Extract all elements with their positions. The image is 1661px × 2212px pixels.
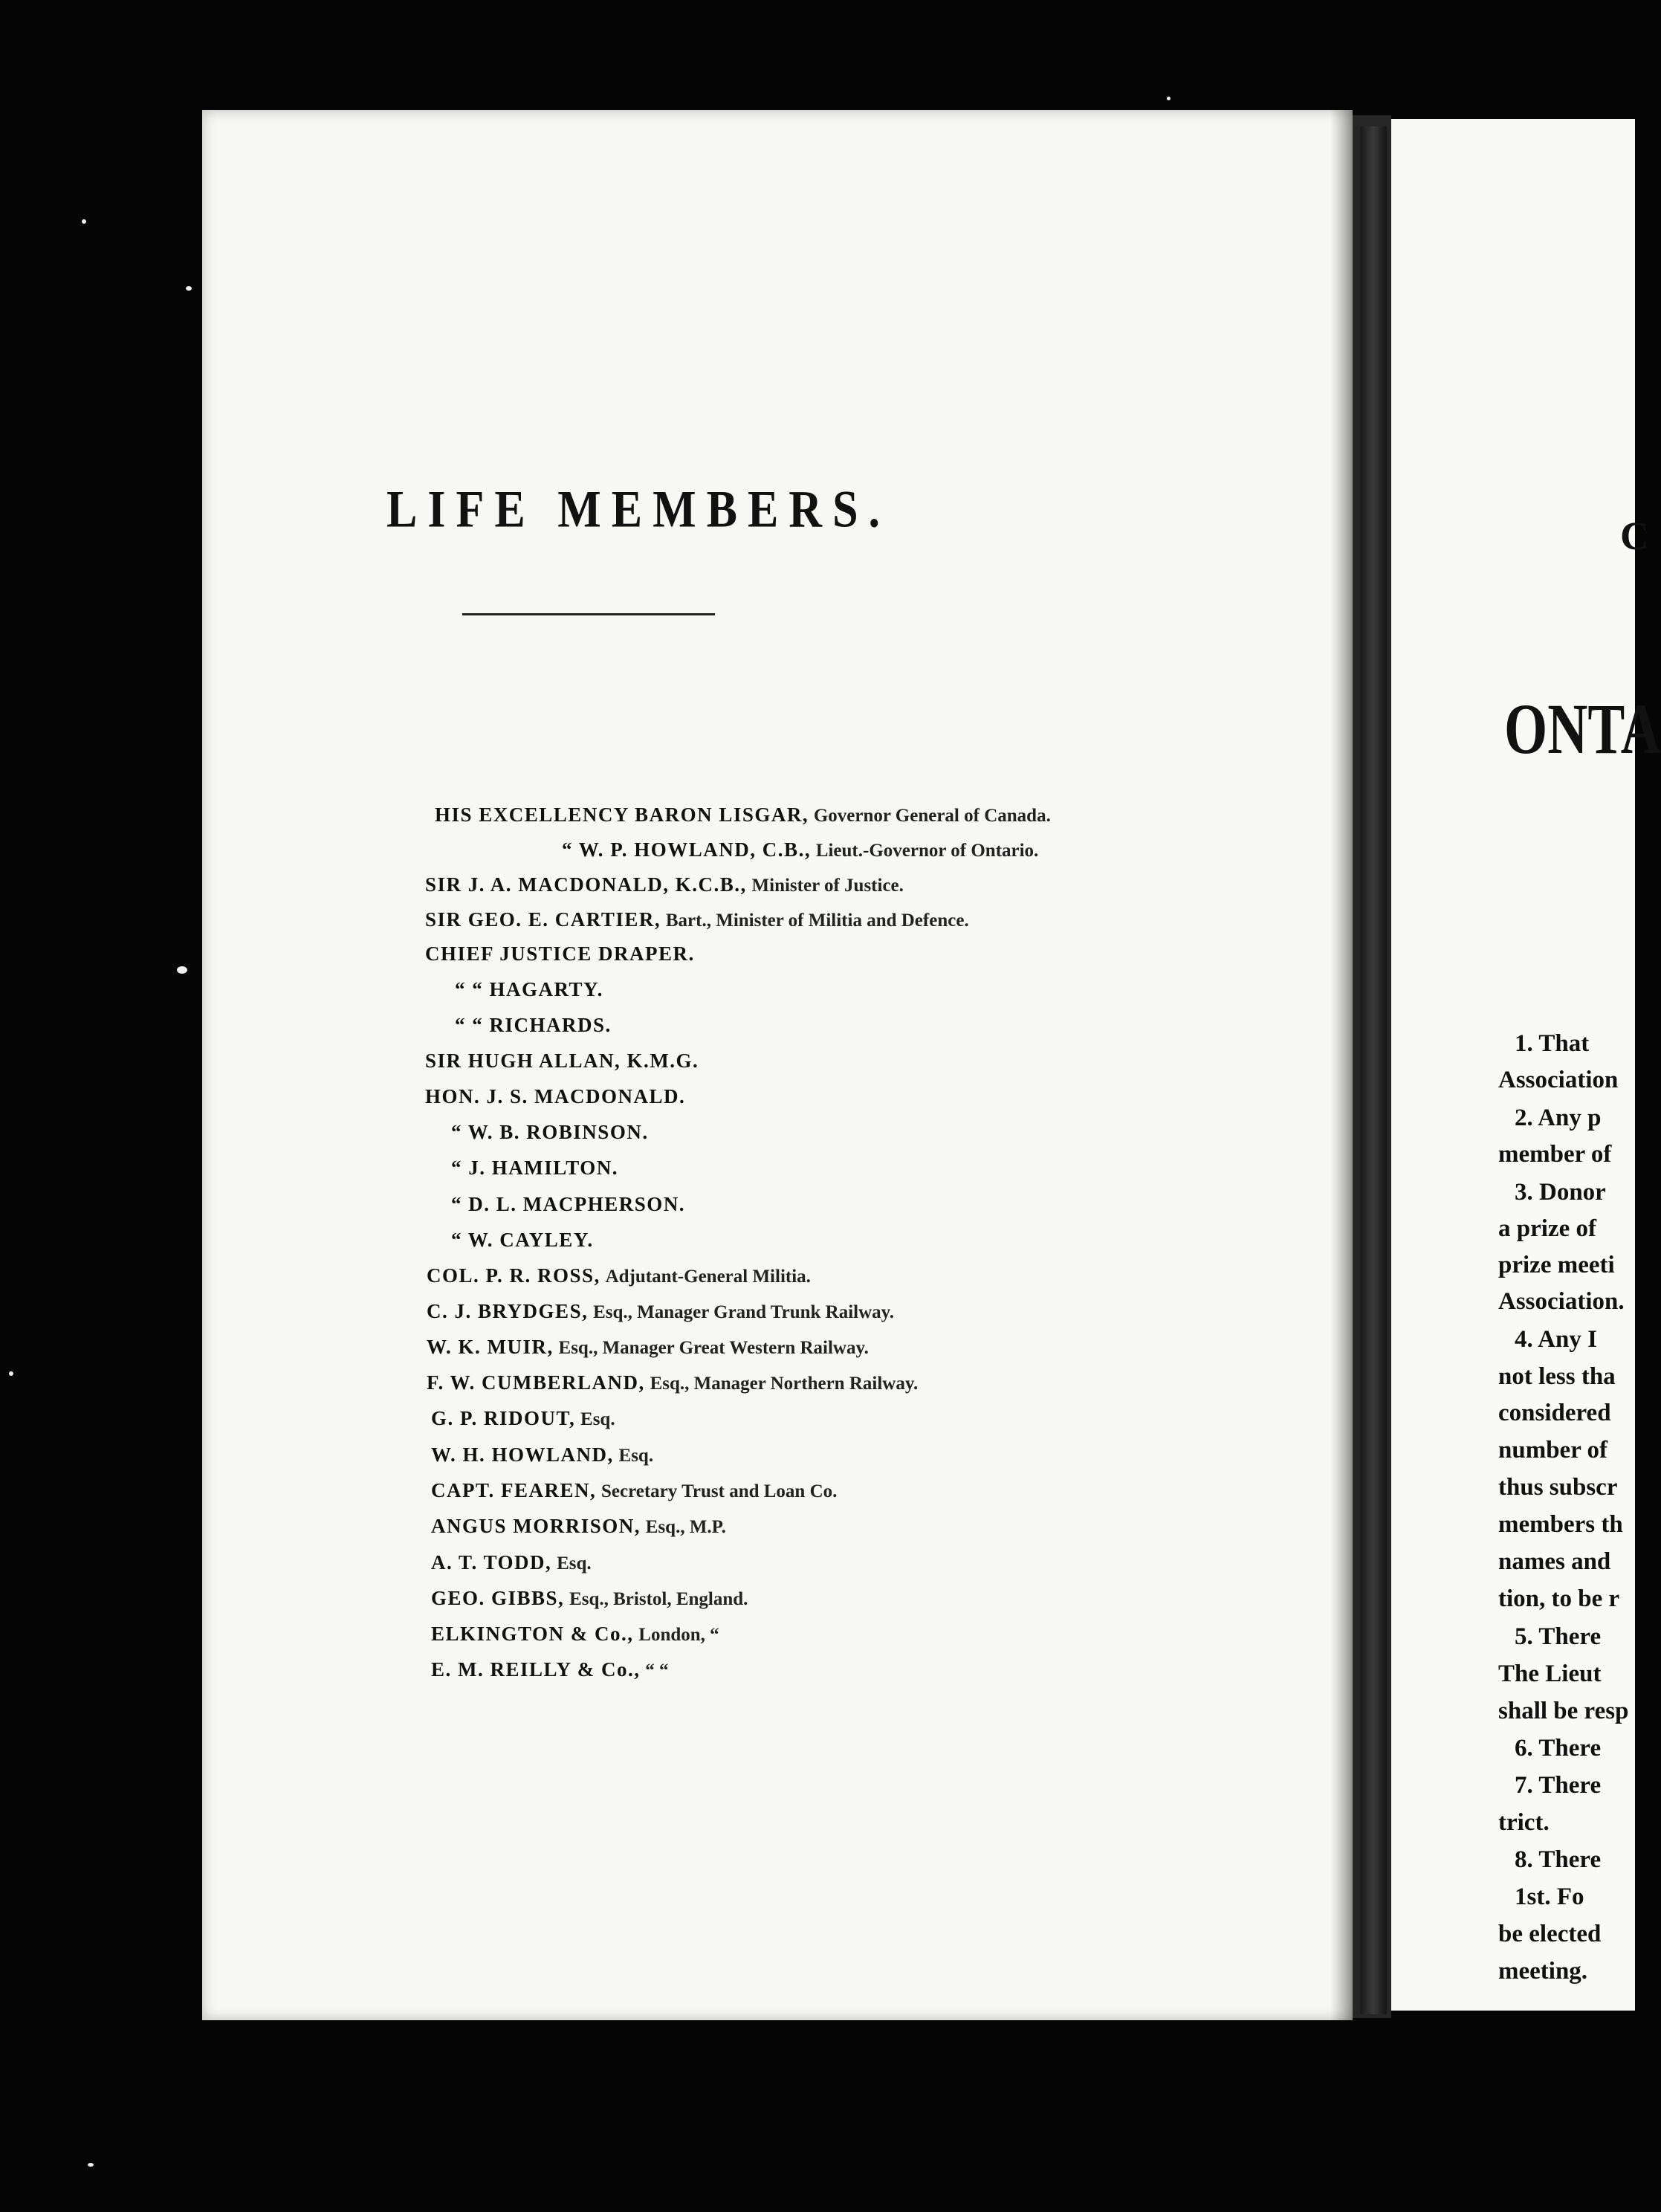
member-detail: London, “: [638, 1625, 719, 1645]
member-name: “ W. CAYLEY.: [451, 1229, 594, 1251]
right-page-line: members th: [1498, 1511, 1623, 1538]
member-name: HIS EXCELLENCY BARON LISGAR,: [435, 803, 809, 826]
member-entry: [425, 1087, 685, 1107]
member-entry: [562, 840, 1038, 860]
right-page-heading: ONTA: [1504, 689, 1661, 769]
member-name: E. M. REILLY & Co.,: [431, 1658, 641, 1681]
member-entry: [455, 1015, 612, 1035]
right-page-line: 1st. Fo: [1515, 1883, 1584, 1910]
member-name: SIR J. A. MACDONALD, K.C.B.,: [425, 873, 747, 896]
member-entry: [427, 1373, 918, 1393]
member-name: “ J. HAMILTON.: [451, 1157, 619, 1179]
right-page-line: 3. Donor: [1515, 1179, 1606, 1206]
member-name: GEO. GIBBS,: [431, 1587, 565, 1609]
right-page-line: The Lieut: [1498, 1660, 1602, 1687]
left-page: [202, 110, 1353, 2020]
scan-speck: [1167, 97, 1171, 100]
right-page-line: be elected: [1498, 1921, 1602, 1947]
member-detail: “ “: [645, 1660, 669, 1681]
right-page-line: 4. Any I: [1515, 1326, 1597, 1353]
member-entry: [427, 1301, 894, 1322]
member-name: SIR GEO. E. CARTIER,: [425, 908, 661, 931]
right-page-line: not less tha: [1498, 1363, 1616, 1390]
member-detail: Esq.: [580, 1409, 615, 1429]
member-name: “ “ RICHARDS.: [455, 1014, 612, 1036]
book-gutter: [1360, 126, 1387, 2014]
member-name: CHIEF JUSTICE DRAPER.: [425, 942, 695, 965]
member-detail: Esq.: [618, 1446, 654, 1466]
member-name: “ W. B. ROBINSON.: [451, 1121, 649, 1143]
member-detail: Esq., Manager Grand Trunk Railway.: [593, 1302, 895, 1322]
right-page-line: number of: [1498, 1437, 1607, 1464]
scan-speck: [88, 2163, 94, 2167]
scan-speck: [9, 1371, 13, 1376]
member-name: “ “ HAGARTY.: [455, 978, 603, 1000]
member-entry: [451, 1122, 649, 1142]
right-page-line: Association: [1498, 1067, 1619, 1093]
member-detail: Esq., Manager Northern Railway.: [650, 1374, 919, 1394]
right-page-partial-letter: C: [1620, 514, 1649, 558]
member-name: COL. P. R. ROSS,: [427, 1264, 600, 1287]
member-entry: [431, 1481, 837, 1501]
right-page-line: 6. There: [1515, 1735, 1602, 1762]
title-divider: [462, 613, 715, 615]
member-detail: Minister of Justice.: [751, 876, 904, 896]
member-name: HON. J. S. MACDONALD.: [425, 1085, 686, 1107]
member-detail: Esq.: [557, 1553, 592, 1574]
member-name: F. W. CUMBERLAND,: [427, 1371, 645, 1394]
member-name: C. J. BRYDGES,: [427, 1300, 589, 1322]
right-page-line: prize meeti: [1498, 1252, 1615, 1278]
scan-speck: [186, 286, 192, 291]
right-page-line: member of: [1498, 1141, 1612, 1168]
right-page-line: names and: [1498, 1548, 1611, 1575]
member-entry: [425, 1051, 699, 1071]
member-detail: Bart., Minister of Militia and Defence.: [665, 911, 969, 931]
right-page-line: a prize of: [1498, 1215, 1596, 1242]
member-entry: [431, 1409, 615, 1429]
member-entry: [425, 944, 695, 964]
right-page-line: tion, to be r: [1498, 1585, 1620, 1612]
right-page: [1391, 119, 1635, 2011]
scan-speck: [177, 966, 187, 974]
member-detail: Esq., M.P.: [645, 1517, 726, 1537]
member-name: “ W. P. HOWLAND, C.B.,: [562, 838, 812, 861]
member-entry: [427, 1266, 811, 1286]
member-entry: [435, 805, 1051, 825]
right-page-line: trict.: [1498, 1809, 1550, 1836]
scan-speck: [82, 219, 86, 224]
member-name: ANGUS MORRISON,: [431, 1515, 641, 1537]
member-entry: [431, 1445, 653, 1465]
member-entry: [451, 1158, 618, 1178]
right-page-line: thus subscr: [1498, 1474, 1618, 1501]
right-page-line: Association.: [1498, 1288, 1625, 1315]
member-entry: [431, 1553, 592, 1573]
right-page-line: 5. There: [1515, 1623, 1602, 1650]
member-entry: [431, 1624, 719, 1644]
member-entry: [425, 875, 904, 895]
member-name: G. P. RIDOUT,: [431, 1407, 576, 1429]
member-detail: Governor General of Canada.: [813, 806, 1051, 826]
member-entry: [425, 910, 969, 930]
member-name: W. H. HOWLAND,: [431, 1443, 614, 1466]
member-entry: [427, 1337, 869, 1357]
member-entry: [431, 1660, 669, 1680]
right-page-line: 2. Any p: [1515, 1105, 1602, 1131]
member-detail: Esq., Bristol, England.: [569, 1589, 748, 1609]
right-page-line: 1. That: [1515, 1030, 1590, 1057]
member-name: CAPT. FEAREN,: [431, 1479, 597, 1501]
member-detail: Lieut.-Governor of Ontario.: [815, 841, 1039, 861]
right-page-line: meeting.: [1498, 1958, 1588, 1985]
member-name: A. T. TODD,: [431, 1551, 552, 1574]
member-detail: Adjutant-General Militia.: [605, 1267, 811, 1287]
member-entry: [431, 1516, 726, 1536]
right-page-line: 7. There: [1515, 1772, 1602, 1799]
member-detail: Secretary Trust and Loan Co.: [601, 1481, 838, 1501]
member-name: W. K. MUIR,: [427, 1336, 554, 1358]
member-entry: [455, 980, 603, 1000]
right-page-line: 8. There: [1515, 1846, 1602, 1873]
right-page-line: shall be resp: [1498, 1698, 1629, 1724]
member-entry: [451, 1194, 685, 1215]
member-name: SIR HUGH ALLAN, K.M.G.: [425, 1050, 699, 1072]
member-entry: [451, 1230, 594, 1250]
member-entry: [431, 1588, 748, 1608]
page-title: LIFE MEMBERS.: [386, 480, 891, 539]
right-page-line: considered: [1498, 1400, 1611, 1426]
member-name: “ D. L. MACPHERSON.: [451, 1193, 686, 1215]
member-detail: Esq., Manager Great Western Railway.: [558, 1338, 869, 1358]
member-name: ELKINGTON & Co.,: [431, 1623, 634, 1645]
